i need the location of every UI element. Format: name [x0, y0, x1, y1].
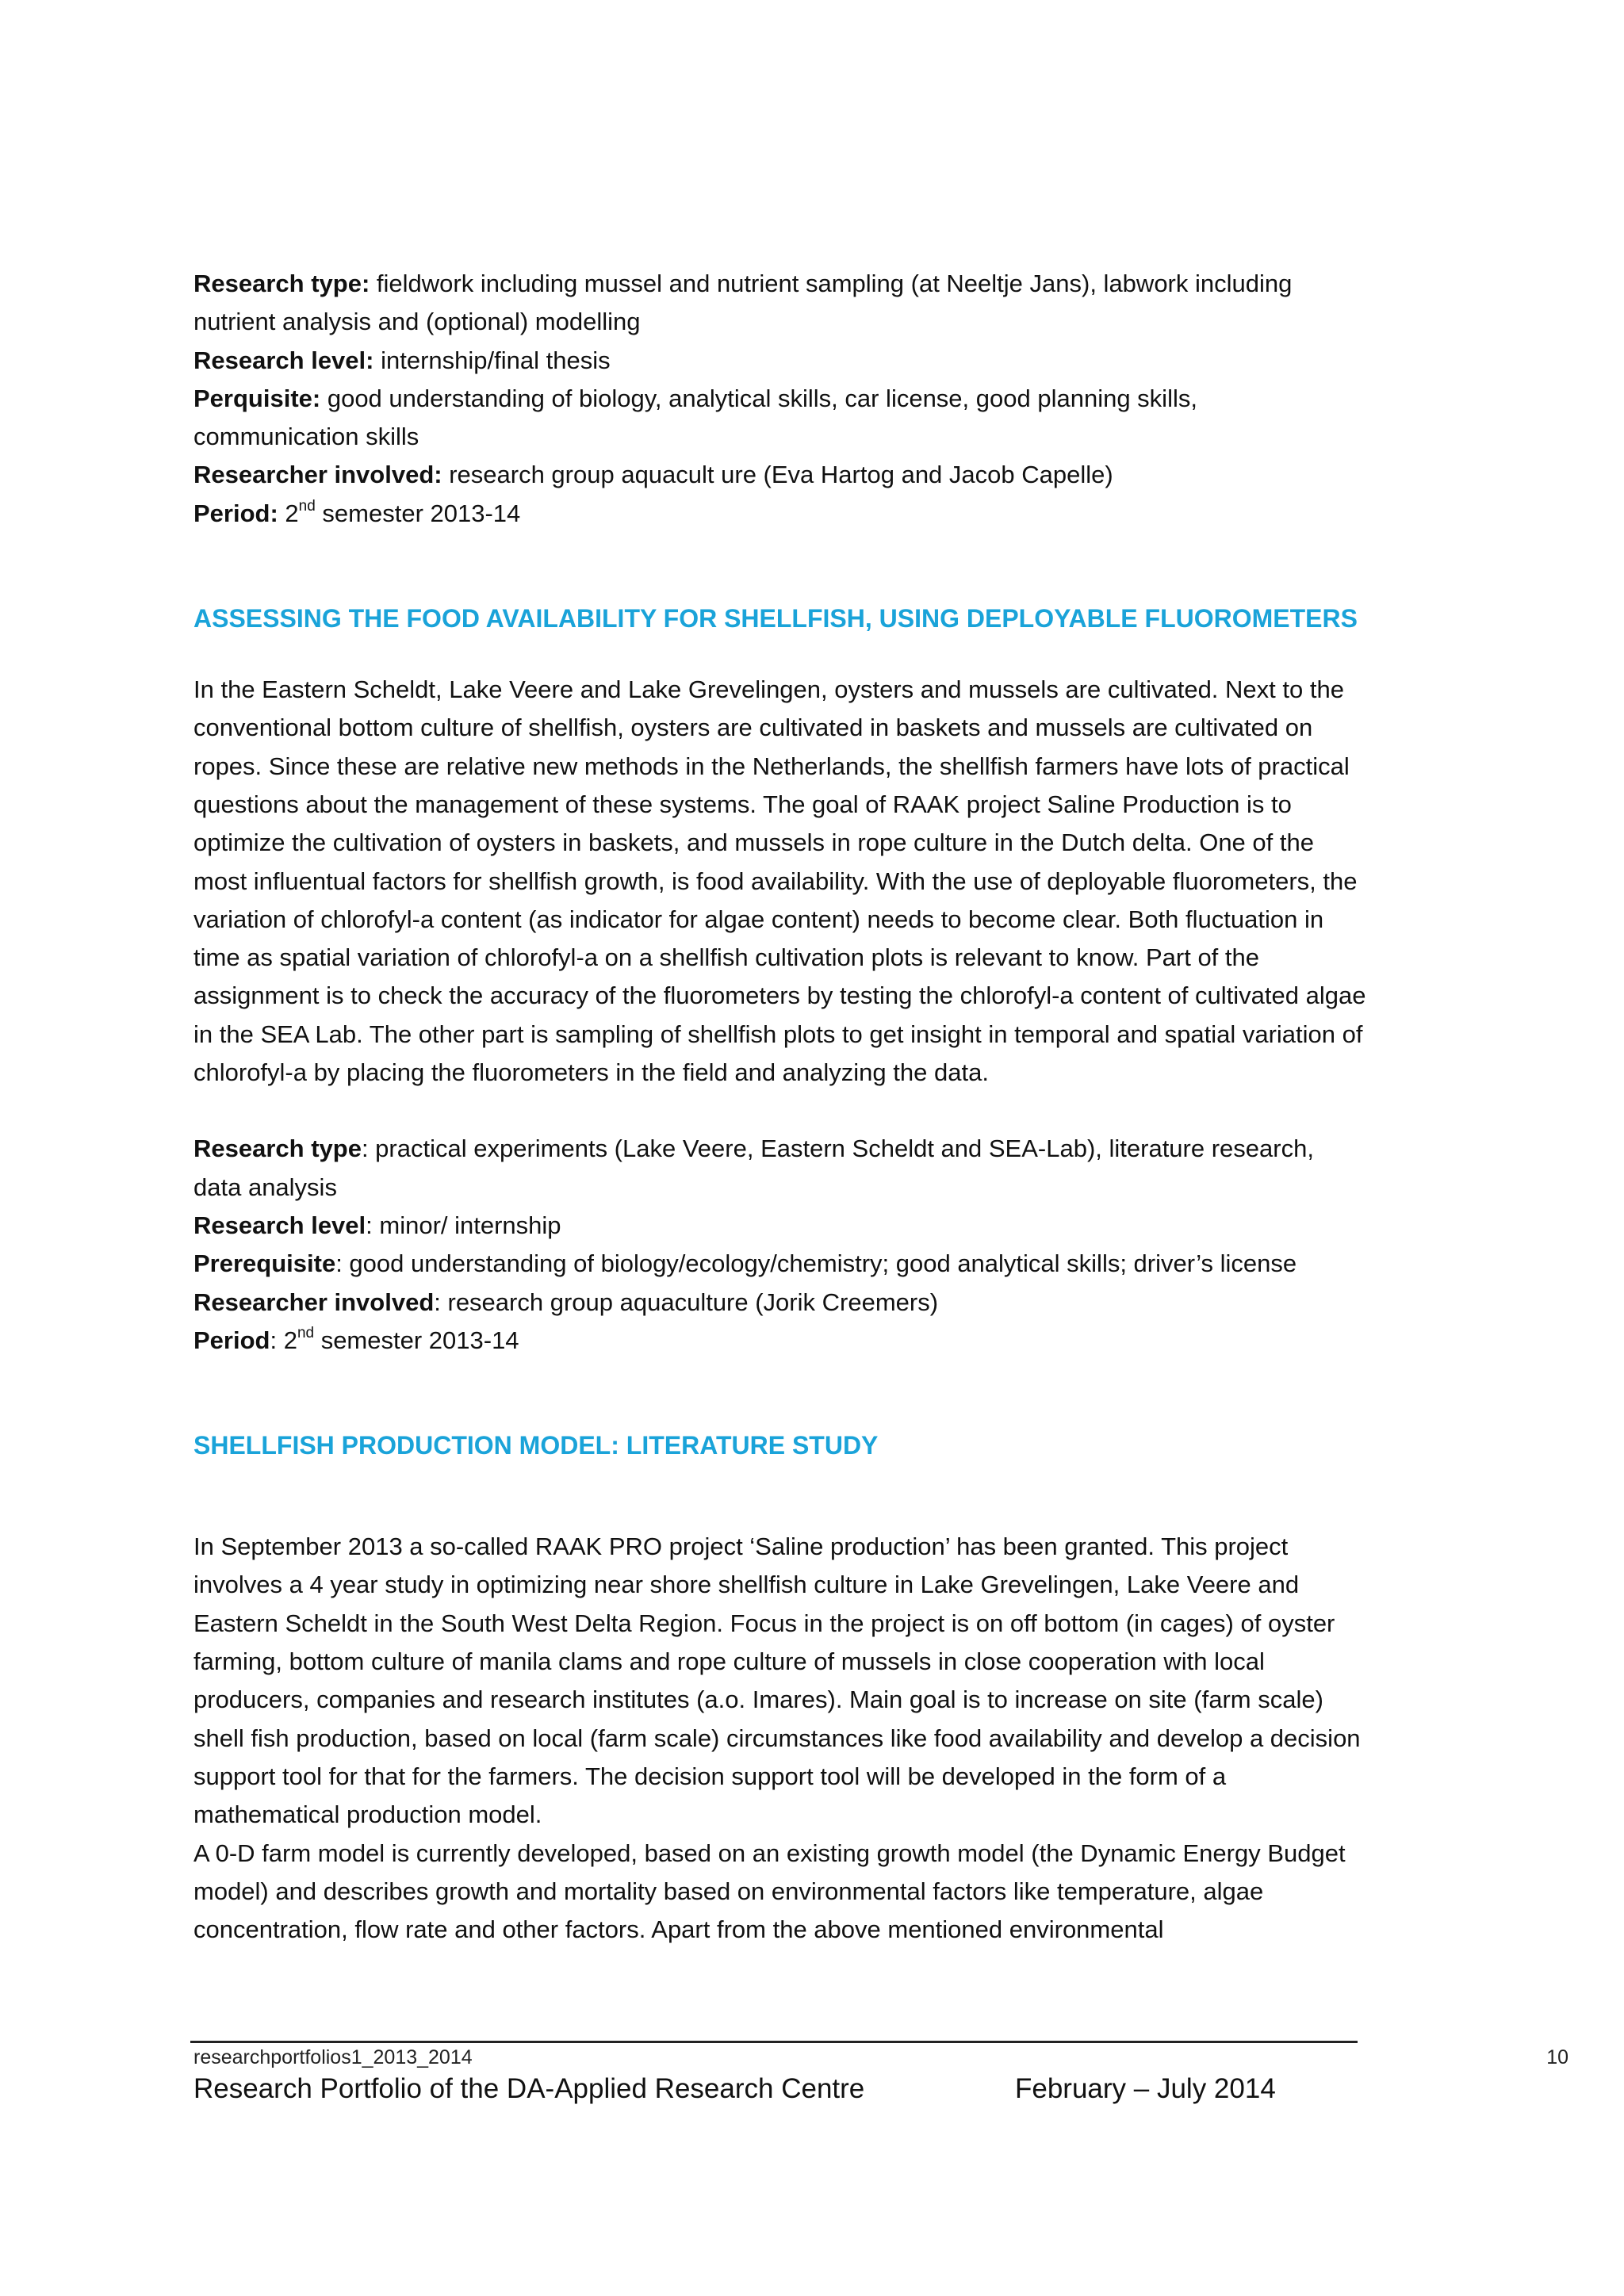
research-type-label: Research type: [193, 270, 370, 297]
research-type-line [193, 1130, 1367, 1207]
research-type-value: fieldwork including mussel and nutrient sampling (at Neeltje Jans), labwork including nutrient analysis and (optional) modelling [193, 270, 1293, 336]
researcher-line [193, 456, 1367, 494]
perquisite-label: Perquisite: [193, 384, 321, 412]
period-number: 2 [278, 499, 299, 527]
researcher-label: Researcher involved: [193, 461, 442, 489]
period-number: : 2 [270, 1326, 297, 1354]
researcher-line [193, 1284, 1367, 1322]
research-level-label: Research level: [193, 346, 374, 374]
research-type-line [193, 265, 1367, 342]
research-type-label: Research type [193, 1135, 362, 1163]
research-type-value: : practical experiments (Lake Veere, Eastern Scheldt and SEA-Lab), literature research, data analysis [193, 1135, 1314, 1201]
period-rest: semester 2013-14 [315, 499, 521, 527]
period-label: Period: [193, 499, 278, 527]
researcher-label: Researcher involved [193, 1288, 435, 1316]
perquisite-value: good understanding of biology, analytical skills, car license, good planning skills, communication skills [193, 384, 1197, 451]
researcher-value: research group aquacult ure (Eva Hartog and Jacob Capelle) [442, 461, 1113, 489]
page-number: 10 [1546, 2046, 1568, 2068]
period-line [193, 1322, 1367, 1360]
section-heading-production-model: SHELLFISH PRODUCTION MODEL: LITERATURE STUDY [193, 1431, 879, 1460]
document-body [193, 265, 1367, 1949]
footer-filename: researchportfolios1_2013_2014 [193, 2046, 473, 2068]
perquisite-line [193, 380, 1367, 457]
prerequisite-label: Prerequisite [193, 1249, 336, 1278]
prerequisite-value: : good understanding of biology/ecology/chemistry; good analytical skills; driver’s license [335, 1249, 1297, 1278]
section-body-fluorometers: In the Eastern Scheldt, Lake Veere and Lake Grevelingen, oysters and mussels are cultivated. Next to the conventional bottom culture of shellfish, oysters are cultivated in baskets and mussels are cultivated on ropes. Since these are relative new methods in the Netherlands, the shellfish farmers have lots of practical questions about the management of these systems. The goal of RAAK project Saline Production is to optimize the cultivation of oysters in baskets, and mussels in rope culture in the Dutch delta. One of the most influentual factors for shellfish growth, is food availability. With the use of deployable fluorometers, the variation of chlorofyl-a content (as indicator for algae content) needs to become clear. Both fluctuation in time as spatial variation of chlorofyl-a on a shellfish cultivation plots is relevant to know. Part of the assignment is to check the accuracy of the fluorometers by testing the chlorofyl-a content of cultivated algae in the SEA Lab. The other part is sampling of shellfish plots to get insight in temporal and spatial variation of chlorofyl-a by placing the fluorometers in the field and analyzing the data. [193, 675, 1366, 1087]
period-superscript: nd [297, 1324, 315, 1341]
section-heading-fluorometers: ASSESSING THE FOOD AVAILABILITY FOR SHELLFISH, USING DEPLOYABLE FLUOROMETERS [193, 604, 1358, 633]
section-body-production-model-2: A 0-D farm model is currently developed, based on an existing growth model (the Dynamic Energy Budget model) and describes growth and mortality based on environmental factors like temperature, algae concentration, flow rate and other factors. Apart from the above mentioned environmental [193, 1839, 1346, 1944]
research-level-label: Research level [193, 1211, 366, 1239]
section-body-production-model-1: In September 2013 a so-called RAAK PRO project ‘Saline production’ has been granted. This project involves a 4 year study in optimizing near shore shellfish culture in Lake Grevelingen, Lake Veere and Eastern Scheldt in the South West Delta Region. Focus in the project is on off bottom (in cages) of oyster farming, bottom culture of manila clams and rope culture of mussels in close cooperation with local producers, companies and research institutes (a.o. Imares). Main goal is to increase on site (farm scale) shell fish production, based on local (farm scale) circumstances like food availability and develop a decision support tool for that for the farmers. The decision support tool will be developed in the form of a mathematical production model. [193, 1533, 1361, 1829]
period-line [193, 495, 1367, 533]
research-level-line [193, 1207, 1367, 1245]
footer-title: Research Portfolio of the DA-Applied Research Centre [193, 2073, 865, 2104]
prerequisite-line [193, 1245, 1367, 1283]
research-level-value: : minor/ internship [366, 1211, 561, 1239]
footer-divider [190, 2041, 1358, 2043]
researcher-value: : research group aquaculture (Jorik Creemers) [434, 1288, 939, 1316]
period-superscript: nd [298, 497, 316, 515]
period-rest: semester 2013-14 [314, 1326, 519, 1354]
period-label: Period [193, 1326, 270, 1354]
footer-period: February – July 2014 [1015, 2073, 1276, 2104]
research-level-value: internship/final thesis [373, 346, 611, 374]
research-level-line [193, 342, 1367, 380]
